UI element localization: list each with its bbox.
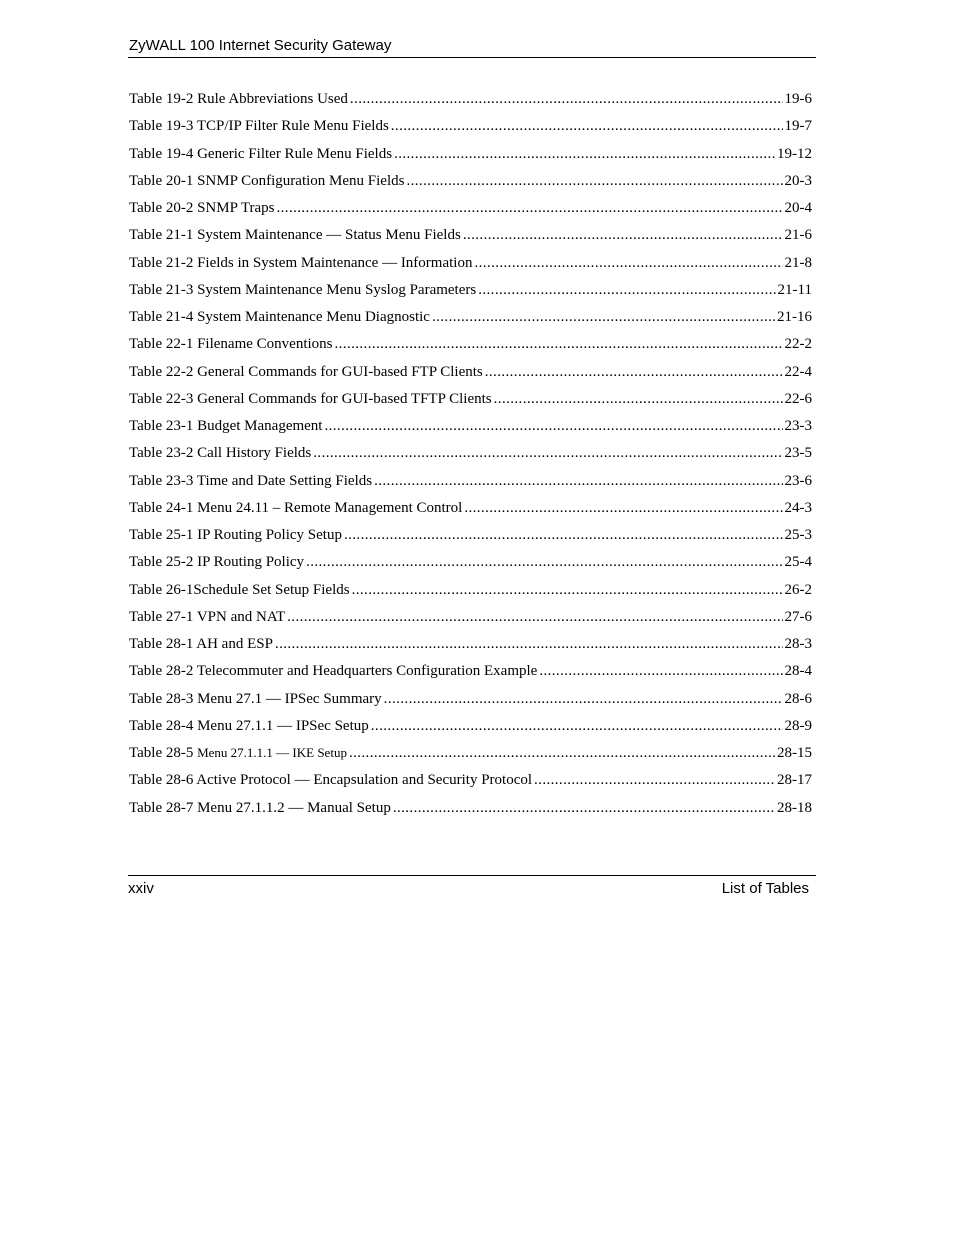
toc-entry[interactable] bbox=[129, 578, 812, 605]
dot-leader bbox=[539, 659, 782, 683]
toc-entry-label: Table 22-2 General Commands for GUI-based FTP Clients bbox=[129, 363, 483, 380]
toc-entry[interactable] bbox=[129, 605, 812, 632]
dot-leader bbox=[474, 251, 782, 275]
toc-entry[interactable] bbox=[129, 414, 812, 441]
toc-entry[interactable] bbox=[129, 360, 812, 387]
dot-leader bbox=[352, 578, 783, 602]
dot-leader bbox=[463, 223, 783, 247]
toc-entry-page: 21-16 bbox=[777, 309, 812, 325]
toc-entry-label: Table 22-3 General Commands for GUI-based TFTP Clients bbox=[129, 390, 492, 407]
dot-leader bbox=[406, 169, 782, 193]
toc-entry-label: Table 25-2 IP Routing Policy bbox=[129, 554, 305, 571]
toc-entry[interactable] bbox=[129, 196, 812, 223]
toc-entry[interactable] bbox=[129, 87, 812, 114]
toc-entry-page: 21-8 bbox=[784, 254, 812, 271]
toc-entry-page: 28-18 bbox=[777, 799, 812, 816]
page-number: xxiv bbox=[128, 880, 154, 897]
toc-entry-page: 27-6 bbox=[784, 608, 812, 625]
toc-entry-page: 28-9 bbox=[784, 717, 812, 734]
toc-entry-label: Table 23-1 Budget Management bbox=[129, 418, 323, 434]
dot-leader bbox=[306, 550, 782, 574]
dot-leader bbox=[350, 87, 783, 111]
toc-entry[interactable] bbox=[129, 469, 812, 496]
toc-entry-page: 25-4 bbox=[784, 554, 812, 571]
toc-entry-label: Table 19-4 Generic Filter Rule Menu Fields bbox=[129, 145, 393, 162]
toc-entry[interactable] bbox=[129, 796, 812, 823]
toc-entry-label: Table 28-2 Telecommuter and Headquarters Configuration Example bbox=[129, 663, 538, 680]
toc-entry-page: 24-3 bbox=[784, 499, 812, 516]
dot-leader bbox=[335, 332, 783, 356]
toc-entry-label: Table 20-1 SNMP Configuration Menu Fields bbox=[129, 172, 405, 189]
toc-entry-label-small: Menu 27.1.1.1 — IKE Setup bbox=[197, 745, 347, 760]
toc-entry[interactable] bbox=[129, 278, 812, 305]
toc-entry-page: 28-4 bbox=[784, 663, 812, 680]
list-of-tables bbox=[129, 87, 812, 823]
toc-entry[interactable] bbox=[129, 496, 812, 523]
toc-entry-page: 28-15 bbox=[777, 745, 812, 761]
toc-entry[interactable] bbox=[129, 305, 812, 332]
toc-entry[interactable] bbox=[129, 142, 812, 169]
toc-entry[interactable] bbox=[129, 223, 812, 250]
toc-entry-page: 19-6 bbox=[784, 91, 812, 107]
toc-entry[interactable] bbox=[129, 169, 812, 196]
document-title: ZyWALL 100 Internet Security Gateway bbox=[129, 37, 392, 54]
page-footer bbox=[128, 875, 816, 901]
toc-entry-label: Table 28-6 Active Protocol — Encapsulation and Security Protocol bbox=[129, 772, 533, 789]
toc-entry-label: Table 19-2 Rule Abbreviations Used bbox=[129, 91, 348, 107]
toc-entry-page: 28-3 bbox=[784, 636, 812, 652]
toc-entry[interactable] bbox=[129, 768, 812, 795]
toc-entry-page: 21-6 bbox=[784, 227, 812, 244]
toc-entry-label: Table 23-3 Time and Date Setting Fields bbox=[129, 472, 373, 489]
toc-entry-label: Table 20-2 SNMP Traps bbox=[129, 200, 275, 216]
toc-entry-label bbox=[129, 741, 347, 765]
dot-leader bbox=[464, 496, 782, 520]
toc-entry-label: Table 23-2 Call History Fields bbox=[129, 445, 312, 462]
toc-entry-label: Table 27-1 VPN and NAT bbox=[129, 608, 286, 625]
dot-leader bbox=[275, 632, 783, 656]
toc-entry-page: 19-12 bbox=[777, 145, 812, 162]
toc-entry-page: 19-7 bbox=[784, 118, 812, 135]
toc-entry-label: Table 28-4 Menu 27.1.1 — IPSec Setup bbox=[129, 717, 369, 734]
toc-entry-page: 21-11 bbox=[777, 281, 812, 298]
toc-entry-label: Table 25-1 IP Routing Policy Setup bbox=[129, 527, 342, 543]
toc-entry-label: Table 21-4 System Maintenance Menu Diagnostic bbox=[129, 309, 430, 325]
dot-leader bbox=[324, 414, 782, 438]
dot-leader bbox=[485, 360, 783, 384]
toc-entry-label: Table 21-2 Fields in System Maintenance — Information bbox=[129, 254, 473, 271]
toc-entry[interactable] bbox=[129, 523, 812, 550]
dot-leader bbox=[534, 768, 775, 792]
toc-entry[interactable] bbox=[129, 632, 812, 659]
toc-entry-label: Table 28-3 Menu 27.1 — IPSec Summary bbox=[129, 690, 382, 707]
toc-entry-page: 26-2 bbox=[784, 581, 812, 598]
dot-leader bbox=[344, 523, 783, 547]
dot-leader bbox=[384, 687, 783, 711]
dot-leader bbox=[371, 714, 783, 738]
toc-entry-label: Table 26-1Schedule Set Setup Fields bbox=[129, 581, 350, 598]
toc-entry[interactable] bbox=[129, 114, 812, 141]
toc-entry-page: 28-17 bbox=[777, 772, 812, 789]
dot-leader bbox=[313, 441, 782, 465]
toc-entry-page: 20-3 bbox=[784, 172, 812, 189]
section-name: List of Tables bbox=[721, 880, 809, 897]
dot-leader bbox=[393, 796, 775, 820]
dot-leader bbox=[394, 142, 775, 166]
toc-entry-page: 20-4 bbox=[784, 200, 812, 216]
toc-entry[interactable] bbox=[129, 687, 812, 714]
toc-entry-page: 25-3 bbox=[784, 527, 812, 543]
dot-leader bbox=[349, 741, 775, 765]
toc-entry-page: 23-6 bbox=[784, 472, 812, 489]
page-header bbox=[128, 36, 816, 58]
toc-entry-label: Table 19-3 TCP/IP Filter Rule Menu Fields bbox=[129, 118, 389, 135]
toc-entry-page: 22-2 bbox=[784, 336, 812, 353]
dot-leader bbox=[374, 469, 782, 493]
toc-entry-label: Table 28-1 AH and ESP bbox=[129, 636, 273, 652]
toc-entry[interactable] bbox=[129, 741, 812, 768]
toc-entry-page: 22-6 bbox=[784, 390, 812, 407]
toc-entry-label: Table 22-1 Filename Conventions bbox=[129, 336, 333, 353]
dot-leader bbox=[287, 605, 782, 629]
toc-entry[interactable] bbox=[129, 659, 812, 686]
toc-entry-label: Table 24-1 Menu 24.11 – Remote Management Control bbox=[129, 499, 463, 516]
dot-leader bbox=[277, 196, 783, 220]
toc-entry-label: Table 28-7 Menu 27.1.1.2 — Manual Setup bbox=[129, 799, 391, 816]
toc-entry[interactable] bbox=[129, 441, 812, 468]
toc-entry-page: 28-6 bbox=[784, 690, 812, 707]
dot-leader bbox=[432, 305, 775, 329]
toc-entry[interactable] bbox=[129, 714, 812, 741]
dot-leader bbox=[478, 278, 775, 302]
toc-entry-page: 22-4 bbox=[784, 363, 812, 380]
toc-entry[interactable] bbox=[129, 550, 812, 577]
toc-entry-label: Table 21-3 System Maintenance Menu Syslog Parameters bbox=[129, 281, 477, 298]
toc-entry[interactable] bbox=[129, 387, 812, 414]
toc-entry[interactable] bbox=[129, 332, 812, 359]
dot-leader bbox=[494, 387, 783, 411]
toc-entry-page: 23-5 bbox=[784, 445, 812, 462]
toc-entry-page: 23-3 bbox=[784, 418, 812, 434]
toc-entry[interactable] bbox=[129, 251, 812, 278]
dot-leader bbox=[391, 114, 783, 138]
toc-entry-label-prefix: Table 28-5 bbox=[129, 745, 198, 761]
toc-entry-label: Table 21-1 System Maintenance — Status Menu Fields bbox=[129, 227, 461, 244]
